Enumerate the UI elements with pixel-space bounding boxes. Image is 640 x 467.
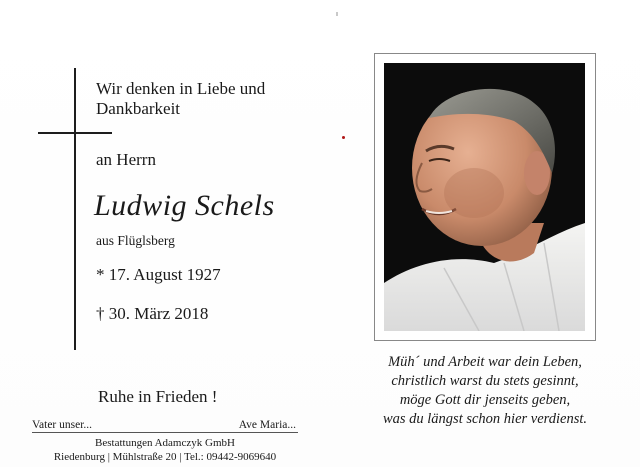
poem	[360, 353, 610, 429]
poem-line-1: Müh´ und Arbeit war dein Leben,	[388, 354, 582, 370]
fold-mark	[336, 12, 338, 16]
funeral-home-address: Riedenburg | Mühlstraße 20 | Tel.: 09442-9069640	[53, 451, 277, 463]
death-date: † 30. März 2018	[96, 304, 209, 323]
intro-line-1: Wir denken in Liebe und	[96, 79, 266, 98]
prayer-line	[32, 419, 296, 433]
divider	[32, 432, 298, 433]
intro-line-2: Dankbarkeit	[96, 99, 181, 118]
origin-text: aus Flüglsberg	[96, 233, 175, 248]
portrait-illustration	[384, 63, 585, 331]
prayer-vater-unser: Vater unser...	[32, 419, 93, 431]
deceased-name: Ludwig Schels	[94, 189, 275, 222]
red-dot-mark	[342, 136, 345, 139]
cross-horizontal-bar	[38, 132, 112, 134]
poem-line-2: christlich warst du stets gesinnt,	[391, 373, 579, 389]
funeral-home-info	[32, 436, 298, 464]
birth-date: * 17. August 1927	[96, 265, 221, 284]
salutation: an Herrn	[96, 150, 156, 169]
portrait-photo	[384, 63, 585, 331]
poem-line-4: was du längst schon hier verdienst.	[382, 411, 588, 427]
poem-line-3: möge Gott dir jenseits geben,	[399, 392, 571, 408]
prayer-ave-maria: Ave Maria...	[238, 419, 296, 431]
funeral-home-name: Bestattungen Adamczyk GmbH	[95, 437, 235, 449]
cross-vertical-bar	[74, 68, 76, 350]
intro-text	[96, 79, 265, 119]
closing-text: Ruhe in Frieden !	[98, 387, 218, 406]
